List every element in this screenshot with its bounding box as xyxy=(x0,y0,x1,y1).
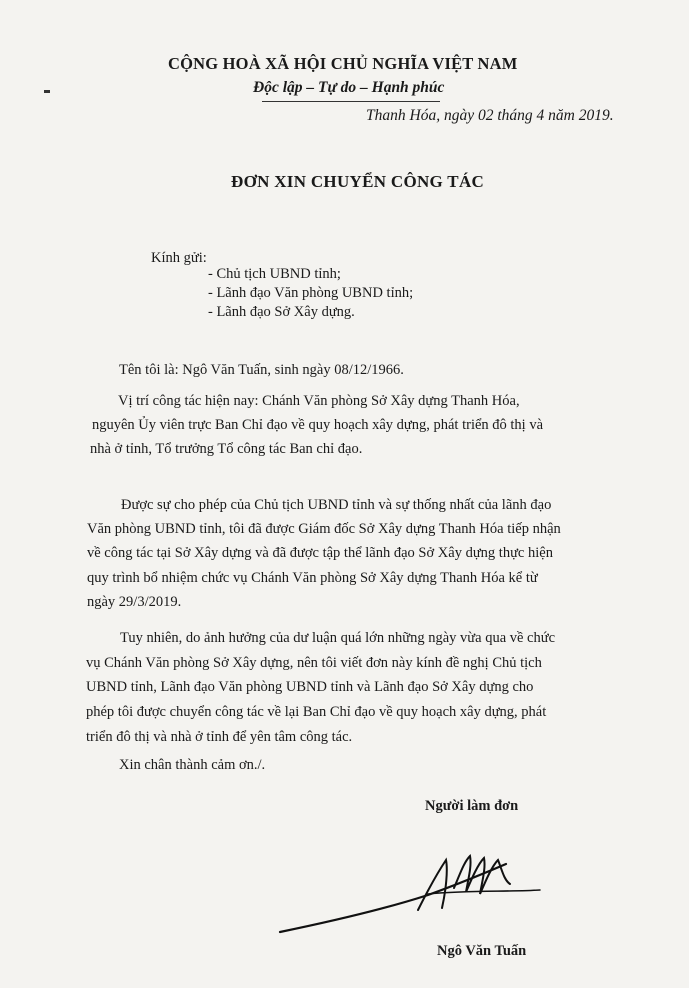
body-line: Vị trí công tác hiện nay: Chánh Văn phòng Sở Xây dựng Thanh Hóa, xyxy=(118,393,520,409)
body-line: nhà ở tỉnh, Tổ trưởng Tổ công tác Ban chỉ đạo. xyxy=(90,441,363,457)
recipient-line: - Lãnh đạo Sở Xây dựng. xyxy=(208,304,355,320)
motto-underline xyxy=(262,101,440,102)
body-line: phép tôi được chuyển công tác về lại Ban Chỉ đạo về quy hoạch xây dựng, phát xyxy=(86,704,547,720)
body-line: Văn phòng UBND tỉnh, tôi đã được Giám đốc Sở Xây dựng Thanh Hóa tiếp nhận xyxy=(87,521,561,537)
national-motto: Độc lập – Tự do – Hạnh phúc xyxy=(253,79,445,96)
body-line: vụ Chánh Văn phòng Sở Xây dựng, nên tôi viết đơn này kính đề nghị Chủ tịch xyxy=(86,655,542,671)
national-title: CỘNG HOÀ XÃ HỘI CHỦ NGHĨA VIỆT NAM xyxy=(168,54,518,73)
body-line: ngày 29/3/2019. xyxy=(87,594,182,610)
scan-mark xyxy=(44,90,50,93)
recipient-line: - Lãnh đạo Văn phòng UBND tỉnh; xyxy=(208,285,414,301)
addressee-label: Kính gửi: xyxy=(151,250,207,266)
place-date: Thanh Hóa, ngày 02 tháng 4 năm 2019. xyxy=(366,107,614,124)
signer-title: Người làm đơn xyxy=(425,798,519,814)
closing-line: Xin chân thành cảm ơn./. xyxy=(119,757,266,773)
signer-name: Ngô Văn Tuấn xyxy=(437,943,527,959)
body-line: UBND tỉnh, Lãnh đạo Văn phòng UBND tỉnh và Lãnh đạo Sở Xây dựng cho xyxy=(86,679,534,695)
recipient-line: - Chủ tịch UBND tỉnh; xyxy=(208,266,341,282)
body-line: nguyên Ủy viên trực Ban Chỉ đạo về quy hoạch xây dựng, phát triển đô thị và xyxy=(92,417,544,433)
body-line: Được sự cho phép của Chủ tịch UBND tỉnh và sự thống nhất của lãnh đạo xyxy=(121,497,552,513)
body-line: Tên tôi là: Ngô Văn Tuấn, sinh ngày 08/12/1966. xyxy=(119,362,404,378)
body-line: triển đô thị và nhà ở tỉnh để yên tâm công tác. xyxy=(86,729,353,745)
body-line: Tuy nhiên, do ảnh hưởng của dư luận quá lớn những ngày vừa qua về chức xyxy=(120,630,556,646)
body-line: về công tác tại Sở Xây dựng và đã được tập thể lãnh đạo Sở Xây dựng thực hiện xyxy=(87,545,553,561)
document-title: ĐƠN XIN CHUYỂN CÔNG TÁC xyxy=(231,172,485,191)
handwritten-signature xyxy=(278,850,578,940)
body-line: quy trình bổ nhiệm chức vụ Chánh Văn phòng Sở Xây dựng Thanh Hóa kể từ xyxy=(87,570,538,586)
